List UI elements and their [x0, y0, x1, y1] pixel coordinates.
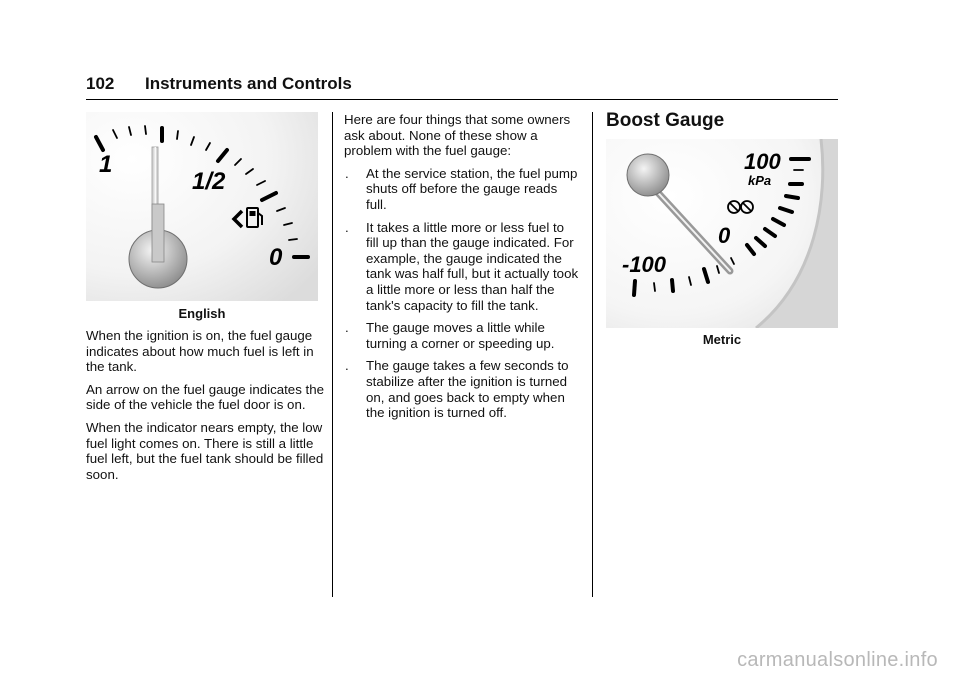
boost-label-min: -100: [622, 252, 667, 277]
needle-base: [152, 204, 164, 262]
paragraph-arrow: An arrow on the fuel gauge indicates the side of the vehicle the fuel door is on.: [86, 381, 325, 413]
fuel-gauge-caption: English: [178, 306, 226, 321]
watermark: carmanualsonline.info: [737, 649, 938, 671]
bullet-text: The gauge takes a few seconds to stabilize after the ignition is turned on, and goes back to empty when the ignition is turned off.: [366, 358, 569, 421]
gauge-label-full: 1: [99, 151, 113, 178]
bullet-text: At the service station, the fuel pump shuts off before the gauge reads full.: [366, 165, 578, 212]
fuel-gauge-figure: [86, 112, 318, 301]
paragraph-ignition: When the ignition is on, the fuel gauge indicates about how much fuel is left in the tank.: [86, 328, 314, 375]
intro-paragraph: Here are four things that some owners ask about. None of these show a problem with the fuel gauge:: [344, 112, 571, 159]
header-rule: [86, 99, 838, 100]
list-item: [344, 358, 580, 420]
boost-label-max: 100: [744, 149, 781, 174]
bullet-marker: .: [345, 358, 349, 374]
boost-label-unit: kPa: [748, 173, 772, 188]
bullet-marker: .: [345, 320, 349, 336]
boost-gauge-illustration: [606, 139, 838, 328]
column-divider-2: [592, 112, 593, 597]
bullet-text: It takes a little more or less fuel to fill up than the gauge indicated. For example, the gauge indicated the tank was half full, but it actually took a little more or less than half the tank's capacity to fill the tank.: [366, 219, 579, 313]
bullet-marker: .: [345, 165, 349, 181]
page-number: 102: [86, 74, 115, 93]
fuel-gauge-illustration: [86, 112, 318, 301]
boost-gauge-caption: Metric: [702, 332, 742, 347]
boost-needle-hub: [627, 154, 669, 196]
chapter-title: Instruments and Controls: [145, 74, 352, 93]
boost-gauge-figure: [606, 139, 838, 328]
bullet-marker: .: [345, 219, 349, 235]
list-item: [344, 220, 580, 314]
column-divider-1: [332, 112, 333, 597]
middle-column: [344, 112, 580, 428]
boost-label-zero: 0: [718, 223, 731, 248]
list-item: [344, 166, 580, 213]
page-header: [86, 74, 838, 100]
gauge-label-half: 1/2: [192, 168, 226, 195]
bullet-text: The gauge moves a little while turning a corner or speeding up.: [366, 320, 555, 351]
left-column: [86, 328, 326, 489]
paragraph-low-fuel: When the indicator nears empty, the low fuel light comes on. There is still a little fuel left, but the fuel tank should be filled soon.: [86, 419, 324, 482]
list-item: [344, 320, 580, 351]
section-title: Boost Gauge: [606, 110, 725, 131]
gauge-label-empty: 0: [269, 244, 283, 271]
